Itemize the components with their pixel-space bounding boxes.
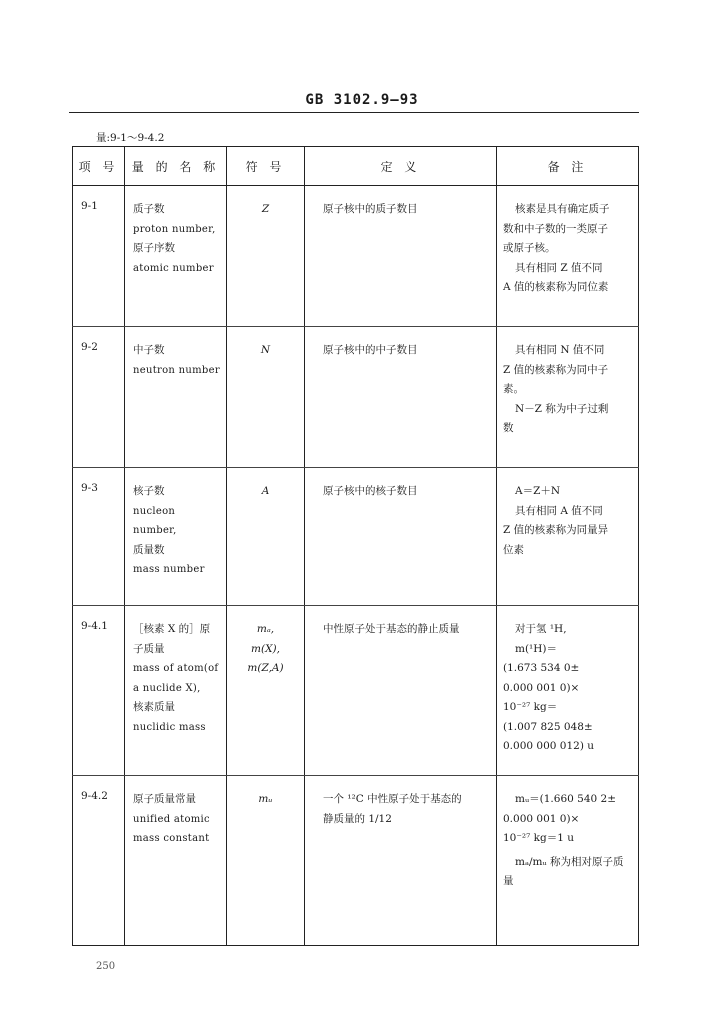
header-rule xyxy=(69,112,639,113)
symbol xyxy=(227,776,305,946)
symbol xyxy=(227,468,305,606)
remarks xyxy=(497,606,639,776)
name-en: a nuclide X), xyxy=(133,682,201,694)
name-en-alt: nuclidic mass xyxy=(133,721,206,733)
table-row xyxy=(73,327,639,468)
symbol-text: A xyxy=(261,485,270,497)
col-header-symbol: 符 号 xyxy=(227,147,305,186)
remark-line: 具有相同 Z 值不同 xyxy=(515,261,603,274)
definition-text: 中性原子处于基态的静止质量 xyxy=(323,623,460,635)
symbol-text: N xyxy=(260,344,271,356)
name-zh: 子质量 xyxy=(133,642,165,655)
symbol xyxy=(227,606,305,776)
name-zh: 核子数 xyxy=(133,485,165,497)
remark-line: Z 值的核素称为同中子 xyxy=(503,363,609,376)
remark-line: 核素是具有确定质子 xyxy=(515,203,610,215)
table-row xyxy=(73,606,639,776)
remark-line: N－Z 称为中子过剩 xyxy=(515,402,609,415)
table-caption: 量:9-1～9-4.2 xyxy=(96,132,165,144)
remark-line: (1.007 825 048± xyxy=(503,720,593,733)
item-number: 9-3 xyxy=(73,468,125,606)
name-en: proton number, xyxy=(133,223,216,235)
symbol xyxy=(227,327,305,468)
remark-line: 具有相同 N 值不同 xyxy=(515,344,605,356)
table-row xyxy=(73,186,639,327)
table-row xyxy=(73,776,639,946)
name-zh: ［核素 X 的］原 xyxy=(133,623,211,635)
remarks xyxy=(497,186,639,327)
remark-line: 0.000 001 0)× xyxy=(503,681,580,694)
remark-line: m(¹H)＝ xyxy=(515,642,558,655)
definition xyxy=(305,327,497,468)
name-en-alt: atomic number xyxy=(133,262,214,274)
remark-line: 对于氢 ¹H, xyxy=(515,623,567,635)
symbol-text: m(X), xyxy=(251,642,280,655)
item-number: 9-2 xyxy=(73,327,125,468)
symbol-text: mᵤ xyxy=(258,793,273,805)
name-zh: 中子数 xyxy=(133,344,165,356)
name-en: number, xyxy=(133,525,177,536)
remark-line: 数 xyxy=(503,422,514,434)
definition xyxy=(305,776,497,946)
name-zh: 质子数 xyxy=(133,203,165,215)
remark-line: 或原子核。 xyxy=(503,242,556,254)
col-header-definition: 定 义 xyxy=(305,147,497,186)
remark-line: 0.000 000 012) u xyxy=(503,740,595,752)
quantity-name xyxy=(125,327,227,468)
item-number: 9-4.1 xyxy=(73,606,125,776)
remark-line: 量 xyxy=(503,875,514,887)
quantity-name xyxy=(125,606,227,776)
remark-line: A 值的核素称为同位素 xyxy=(503,281,609,293)
definition xyxy=(305,606,497,776)
remark-line: 位素 xyxy=(503,543,524,556)
item-number: 9-1 xyxy=(73,186,125,327)
remarks xyxy=(497,776,639,946)
name-zh-alt: 质量数 xyxy=(133,543,165,556)
name-zh-alt: 核素质量 xyxy=(133,701,175,713)
name-en: unified atomic xyxy=(133,813,210,825)
quantity-name xyxy=(125,186,227,327)
remark-line: 数和中子数的一类原子 xyxy=(503,222,608,235)
remark-line: mₐ/mᵤ 称为相对原子质 xyxy=(515,855,624,868)
symbol-text: Z xyxy=(261,203,270,215)
remark-line: 0.000 001 0)× xyxy=(503,812,580,825)
definition-text: 静质量的 1/12 xyxy=(323,812,392,825)
quantity-name xyxy=(125,776,227,946)
col-header-item-no: 项 号 xyxy=(73,147,125,186)
symbol-text: mₐ, xyxy=(256,623,275,635)
remarks xyxy=(497,468,639,606)
name-zh: 原子质量常量 xyxy=(133,793,196,805)
name-en-alt: mass number xyxy=(133,564,205,575)
name-en: nucleon xyxy=(133,505,176,517)
col-header-remarks: 备 注 xyxy=(497,147,639,186)
remark-line: Z 值的核素称为同量异 xyxy=(503,524,609,536)
remark-line: 素。 xyxy=(503,383,524,395)
definition xyxy=(305,468,497,606)
symbol xyxy=(227,186,305,327)
remark-line: 10⁻²⁷ kg＝1 u xyxy=(503,832,575,844)
table-row xyxy=(73,468,639,606)
remark-line: (1.673 534 0± xyxy=(503,662,580,674)
page-number: 250 xyxy=(96,961,116,972)
name-en: mass of atom(of xyxy=(133,663,219,674)
item-number: 9-4.2 xyxy=(73,776,125,946)
symbol-text: m(Z,A) xyxy=(247,662,284,674)
definition-text: 一个 ¹²C 中性原子处于基态的 xyxy=(323,793,462,805)
remark-line: 10⁻²⁷ kg＝ xyxy=(503,701,558,713)
definition-text: 原子核中的中子数目 xyxy=(323,344,418,356)
remarks xyxy=(497,327,639,468)
definition-text: 原子核中的质子数目 xyxy=(323,203,418,215)
definition xyxy=(305,186,497,327)
quantity-name xyxy=(125,468,227,606)
name-en: mass constant xyxy=(133,833,210,844)
name-en: neutron number xyxy=(133,364,220,376)
quantity-table xyxy=(72,146,639,946)
remark-line: 具有相同 A 值不同 xyxy=(515,504,603,517)
table-header-row xyxy=(73,147,639,186)
standard-header: GB 3102.9—93 xyxy=(305,92,419,108)
remark-line: A＝Z＋N xyxy=(515,485,561,497)
remark-line: mᵤ＝(1.660 540 2± xyxy=(515,793,616,805)
name-zh-alt: 原子序数 xyxy=(133,242,175,254)
col-header-quantity-name: 量 的 名 称 xyxy=(125,147,227,186)
definition-text: 原子核中的核子数目 xyxy=(323,485,418,497)
